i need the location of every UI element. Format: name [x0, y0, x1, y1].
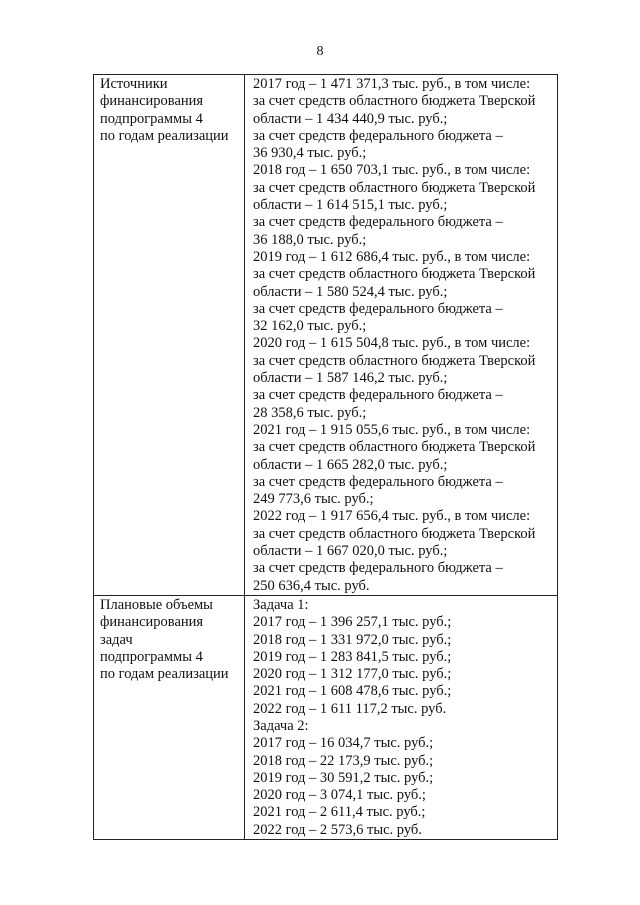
funding-sources-label-cell — [94, 75, 245, 596]
value-line: 249 773,6 тыс. руб.; — [253, 491, 374, 508]
value-line: за счет средств федерального бюджета – — [253, 387, 503, 404]
value-line: 2019 год – 1 612 686,4 тыс. руб., в том числе: — [253, 248, 531, 265]
value-line: 28 358,6 тыс. руб.; — [253, 404, 367, 421]
table-row — [94, 595, 558, 839]
value-line: 2019 год – 30 591,2 тыс. руб.; — [253, 769, 434, 786]
page-number: 8 — [316, 44, 324, 59]
value-line: области – 1 665 282,0 тыс. руб.; — [253, 456, 448, 473]
label-line: подпрограммы 4 — [100, 110, 203, 127]
financing-table — [93, 74, 558, 840]
value-line: 2021 год – 1 608 478,6 тыс. руб.; — [253, 683, 452, 700]
label-line: по годам реализации — [100, 666, 229, 683]
value-line: 2018 год – 22 173,9 тыс. руб.; — [253, 752, 434, 769]
value-line: 2017 год – 1 396 257,1 тыс. руб.; — [253, 614, 452, 631]
label-line: финансирования — [100, 93, 204, 110]
label-line: Источники — [100, 76, 168, 92]
value-line: 2022 год – 1 917 656,4 тыс. руб., в том числе: — [253, 508, 531, 525]
value-line: 2020 год – 1 312 177,0 тыс. руб.; — [253, 666, 452, 683]
label-line: задач — [100, 631, 133, 648]
value-line: области – 1 587 146,2 тыс. руб.; — [253, 370, 448, 387]
value-line: за счет средств федерального бюджета – — [253, 560, 503, 577]
task-funding-value-cell — [245, 595, 558, 839]
value-line: 36 930,4 тыс. руб.; — [253, 145, 367, 162]
value-line: 2017 год – 1 471 371,3 тыс. руб., в том числе: — [253, 76, 531, 92]
value-line: 2022 год – 1 611 117,2 тыс. руб. — [253, 700, 447, 717]
value-line: за счет средств областного бюджета Тверской — [253, 525, 536, 542]
funding-sources-value-cell — [245, 75, 558, 596]
value-line: за счет средств областного бюджета Тверской — [253, 352, 536, 369]
label-line: подпрограммы 4 — [100, 648, 203, 665]
value-line: за счет средств областного бюджета Тверской — [253, 439, 536, 456]
value-line: 250 636,4 тыс. руб. — [253, 577, 370, 594]
value-line: Задача 2: — [253, 717, 309, 734]
value-line: 2020 год – 1 615 504,8 тыс. руб., в том числе: — [253, 335, 531, 352]
value-line: 2020 год – 3 074,1 тыс. руб.; — [253, 787, 426, 804]
value-line: 36 188,0 тыс. руб.; — [253, 231, 367, 248]
value-line: области – 1 667 020,0 тыс. руб.; — [253, 543, 448, 560]
value-line: за счет средств областного бюджета Тверской — [253, 179, 536, 196]
value-line: за счет средств федерального бюджета – — [253, 300, 503, 317]
value-line: за счет средств федерального бюджета – — [253, 127, 503, 144]
value-line: 2021 год – 1 915 055,6 тыс. руб., в том числе: — [253, 421, 531, 438]
value-line: 2022 год – 2 573,6 тыс. руб. — [253, 821, 422, 838]
value-line: за счет средств федерального бюджета – — [253, 473, 503, 490]
value-line: 2018 год – 1 331 972,0 тыс. руб.; — [253, 631, 452, 648]
value-line: за счет средств федерального бюджета – — [253, 214, 503, 231]
value-line: 2018 год – 1 650 703,1 тыс. руб., в том числе: — [253, 162, 531, 179]
value-line: 32 162,0 тыс. руб.; — [253, 318, 367, 335]
table-row — [94, 75, 558, 596]
value-line: области – 1 580 524,4 тыс. руб.; — [253, 283, 448, 300]
value-line: за счет средств областного бюджета Тверской — [253, 266, 536, 283]
label-line: финансирования — [100, 614, 204, 631]
value-line: Задача 1: — [253, 596, 309, 613]
value-line: за счет средств областного бюджета Тверской — [253, 93, 536, 110]
task-funding-label-cell — [94, 595, 245, 839]
value-line: 2017 год – 16 034,7 тыс. руб.; — [253, 735, 434, 752]
label-line: по годам реализации — [100, 127, 229, 144]
label-line: Плановые объемы — [100, 596, 213, 613]
value-line: области – 1 614 515,1 тыс. руб.; — [253, 197, 448, 214]
value-line: 2019 год – 1 283 841,5 тыс. руб.; — [253, 648, 452, 665]
value-line: области – 1 434 440,9 тыс. руб.; — [253, 110, 448, 127]
value-line: 2021 год – 2 611,4 тыс. руб.; — [253, 804, 426, 821]
